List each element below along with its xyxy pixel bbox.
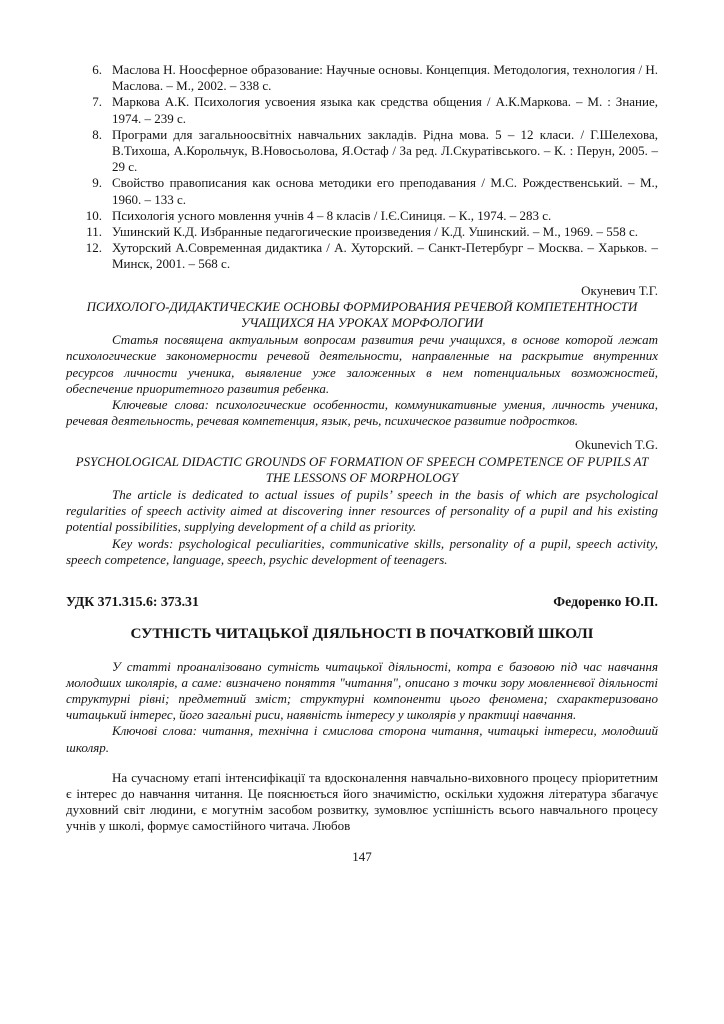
reference-item [66,127,658,176]
reference-number: 6. [92,62,102,77]
page-number: 147 [352,848,372,864]
article1-abstract-ru: Статья посвящена актуальным вопросам развития речи учащихся, в основе которой лежат психологические закономерности речевой деятельности, направленные на раскрытие внутренних ресурсов личности ученика, выявление уже заложенных в нем потенциальных возможностей, обеспечение приоритетного развития ребенка. [66,332,658,396]
article1-title-ru: ПСИХОЛОГО-ДИДАКТИЧЕСКИЕ ОСНОВЫ ФОРМИРОВАНИЯ РЕЧЕВОЙ КОМПЕТЕНТНОСТИ УЧАЩИХСЯ НА УРОКАХ МОРФОЛОГИИ [86,298,638,331]
article1-author-en: Okunevich T.G. [575,437,658,453]
article2-abstract: У статті проаналізовано сутність читацької діяльності, котра є базовою під час навчання молодших школярів, а саме: визначено поняття "читання", описано з точки зору мовленнєвої діяльності структурні рівні; предметний зміст; структурні компоненти цього феномена; схарактеризовано читацький інтерес, його загальні риси, наявність інтересу у школярів у практиці навчання. [66,658,658,723]
reference-number: 11. [86,224,102,240]
reference-text: Хуторский А.Современная дидактика / А. Хуторский. – Санкт-Петербург – Москва. – Харьков. – Минск, 2001. – 568 с. [112,240,658,272]
article1-abstract-en: The article is dedicated to actual issues of pupils’ speech in the basis of which are psychological regularities of speech activity aimed at discovering inner resources of personality of a pupil and his existing potential possibilities, supplying development of a child as priority. [66,487,658,535]
reference-item [66,62,658,94]
reference-text: Маслова Н. Ноосферное образование: Научные основы. Концепция. Методология, технология / Н. Маслова. – М., 2002. – 338 с. [112,62,658,94]
reference-item [66,175,658,207]
reference-number: 12. [85,240,102,256]
article2-keywords: Ключові слова: читання, технічна і смислова сторона читання, читацькі інтереси, молодший школяр. [66,723,658,755]
reference-item [66,94,658,126]
reference-list [66,62,658,273]
reference-number: 7. [92,94,102,110]
reference-text: Маркова А.К. Психология усвоения языка как средства общения / А.К.Маркова. – М. : Знание, 1974. – 239 с. [112,94,658,126]
reference-item [66,224,658,240]
reference-number: 9. [92,175,102,191]
article2-header-row [66,594,658,610]
article2-body-paragraph: На сучасному етапі інтенсифікації та вдосконалення навчально-виховного процесу пріоритетним є інтерес до навчання читання. Це пояснюється його значимістю, оскільки художня література збагачує духовний світ людини, є могутнім засобом розвитку, зумовлює успішність всього навчального процесу учнів у школі, формує самостійного читача. Любов [66,769,658,834]
reference-number: 8. [92,126,102,142]
reference-number: 10. [85,207,102,223]
article1-keywords-en: Key words: psychological peculiarities, communicative skills, personality of a pupil, speech activity, speech competence, language, speech, psychic development of teenagers. [66,535,658,567]
article1-keywords-ru: Ключевые слова: психологические особенности, коммуникативные умения, личность ученика, речевая деятельность, речевая компетенция, язык, речь, психическое развитие подростков. [66,397,658,429]
article1-title-en: PSYCHOLOGICAL DIDACTIC GROUNDS OF FORMATION OF SPEECH COMPETENCE OF PUPILS AT THE LESSONS OF MORPHOLOGY [75,453,649,485]
article1-author-ru: Окуневич Т.Г. [581,282,658,298]
reference-text: Ушинский К.Д. Избранные педагогические произведения / К.Д. Ушинский. – М., 1969. – 558 с. [112,224,638,240]
reference-item [66,240,658,272]
reference-text: Свойство правописания как основа методики его преподавания / М.С. Рождественський. – М., 1960. – 133 с. [112,175,658,207]
article2-author: Федоренко Ю.П. [553,594,658,610]
reference-text: Програми для загальноосвітніх навчальних закладів. Рідна мова. 5 – 12 класи. / Г.Шелехова, В.Тихоша, А.Корольчук, В.Новосьолова, Я.Остаф / За ред. Л.Скуратівського. – К. : Перун, 2005. – 29 с. [112,126,658,175]
article2-udc-code: УДК 371.315.6: 373.31 [66,594,199,610]
reference-text: Психологія усного мовлення учнів 4 – 8 класів / І.Є.Синиця. – К., 1974. – 283 с. [112,207,552,223]
article2-title: СУТНІСТЬ ЧИТАЦЬКОЇ ДІЯЛЬНОСТІ В ПОЧАТКОВІЙ ШКОЛІ [130,625,594,643]
reference-item [66,208,658,224]
